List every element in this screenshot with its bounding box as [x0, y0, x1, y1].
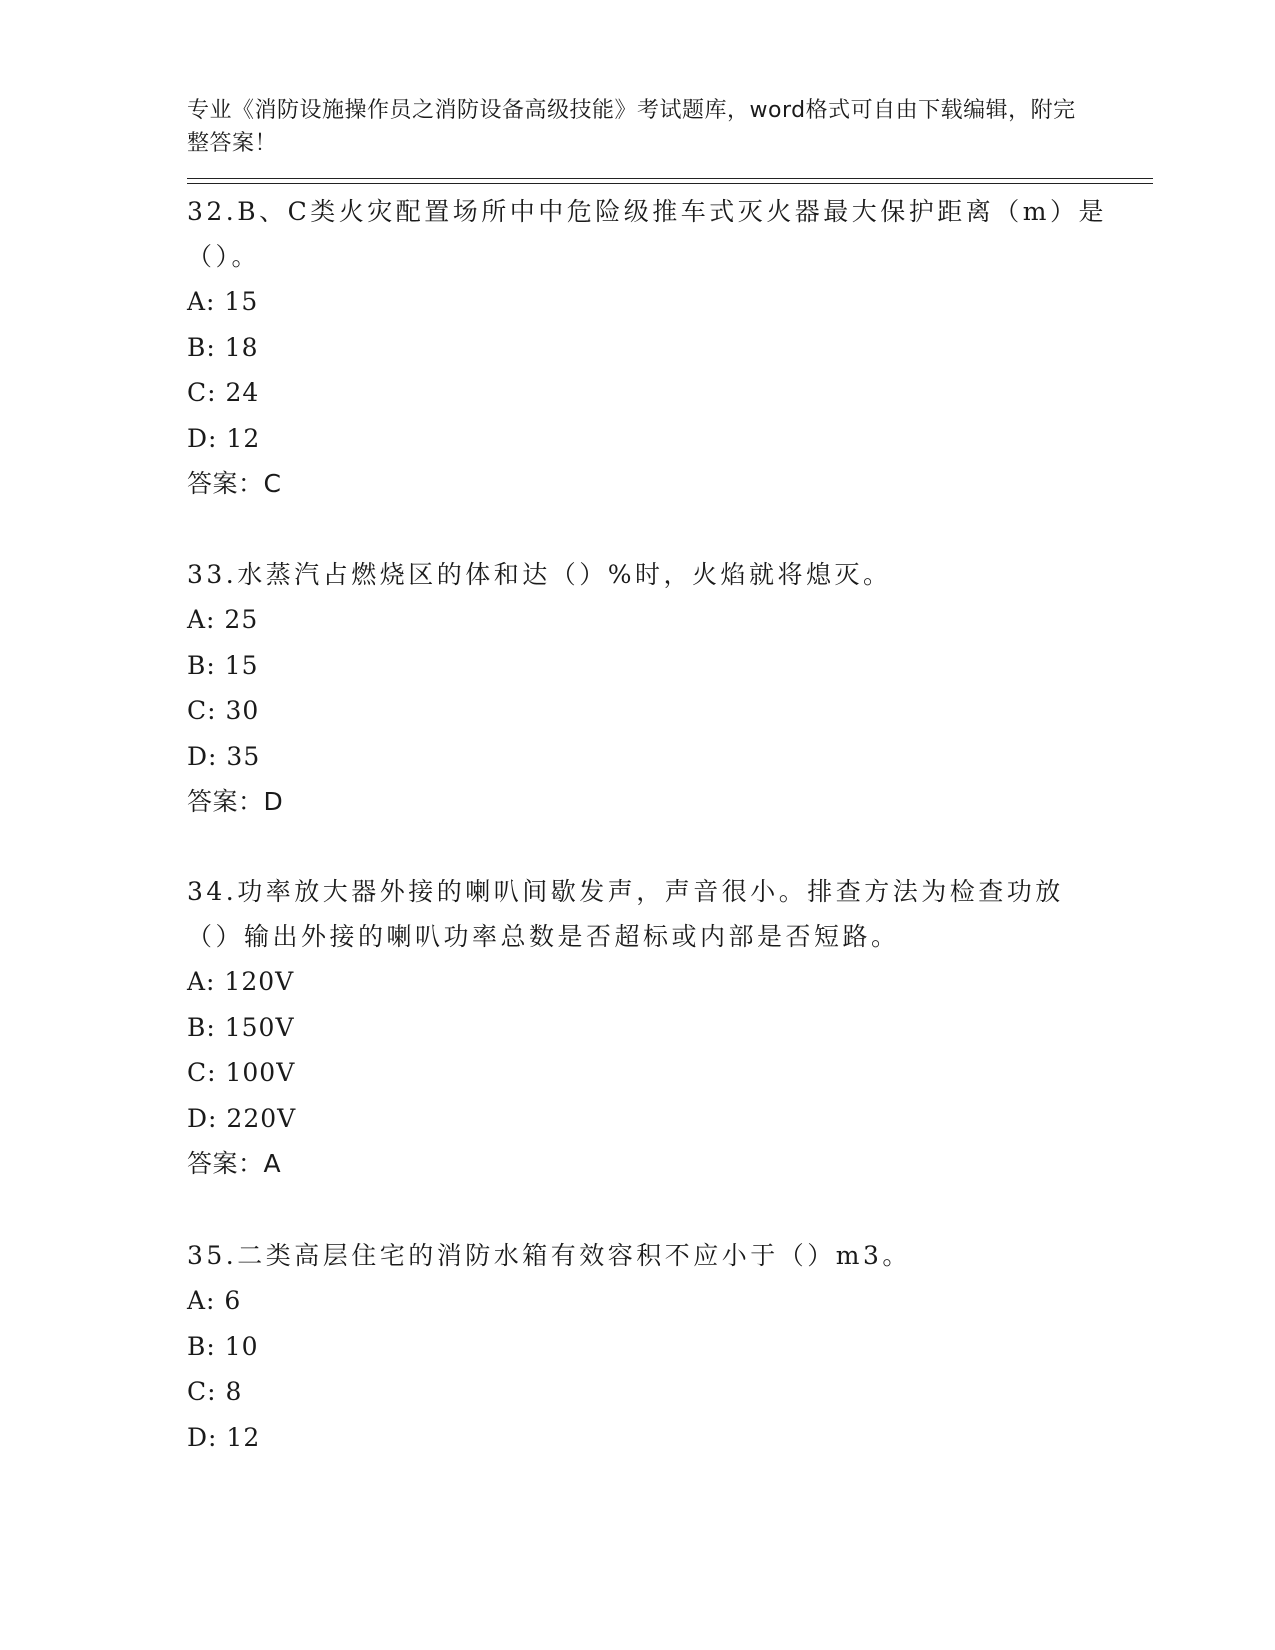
question-stem: 32.B、C类火灾配置场所中中危险级推车式灭火器最大保护距离（m）是（）。: [187, 197, 1107, 271]
option-c: C: 24: [187, 378, 260, 407]
option-c: C: 30: [187, 696, 260, 725]
header-divider-top: [187, 178, 1153, 179]
question-33: [187, 552, 1107, 825]
question-stem: 33.水蒸汽占燃烧区的体和达（）%时，火焰就将熄灭。: [187, 560, 892, 589]
question-stem: 34.功率放大器外接的喇叭间歇发声，声音很小。排查方法为检查功放（）输出外接的喇叭功率总数是否超标或内部是否短路。: [187, 877, 1064, 951]
answer-line: 答案：C: [187, 469, 282, 498]
document-header: 专业《消防设施操作员之消防设备高级技能》考试题库，word格式可自由下载编辑，附完整答案！: [187, 98, 1076, 156]
option-d: D: 12: [187, 1422, 261, 1452]
option-d: D: 12: [187, 423, 261, 453]
header-divider-bottom: [187, 183, 1153, 184]
option-c: C: 8: [187, 1377, 243, 1406]
option-d: D: 35: [187, 741, 261, 771]
option-b: B: 15: [187, 650, 259, 680]
question-32: [187, 189, 1107, 507]
option-b: B: 18: [187, 332, 259, 362]
option-a: A: 6: [187, 1286, 242, 1315]
option-a: A: 25: [187, 605, 259, 634]
option-b: B: 150V: [187, 1012, 295, 1042]
question-34: [187, 869, 1107, 1187]
answer-line: 答案：D: [187, 787, 284, 816]
option-b: B: 10: [187, 1331, 259, 1361]
answer-line: 答案：A: [187, 1149, 282, 1178]
option-a: A: 120V: [187, 967, 295, 996]
question-35: [187, 1233, 1107, 1460]
option-d: D: 220V: [187, 1103, 297, 1133]
option-c: C: 100V: [187, 1058, 296, 1087]
option-a: A: 15: [187, 287, 259, 316]
question-stem: 35.二类高层住宅的消防水箱有效容积不应小于（）m3。: [187, 1241, 911, 1270]
